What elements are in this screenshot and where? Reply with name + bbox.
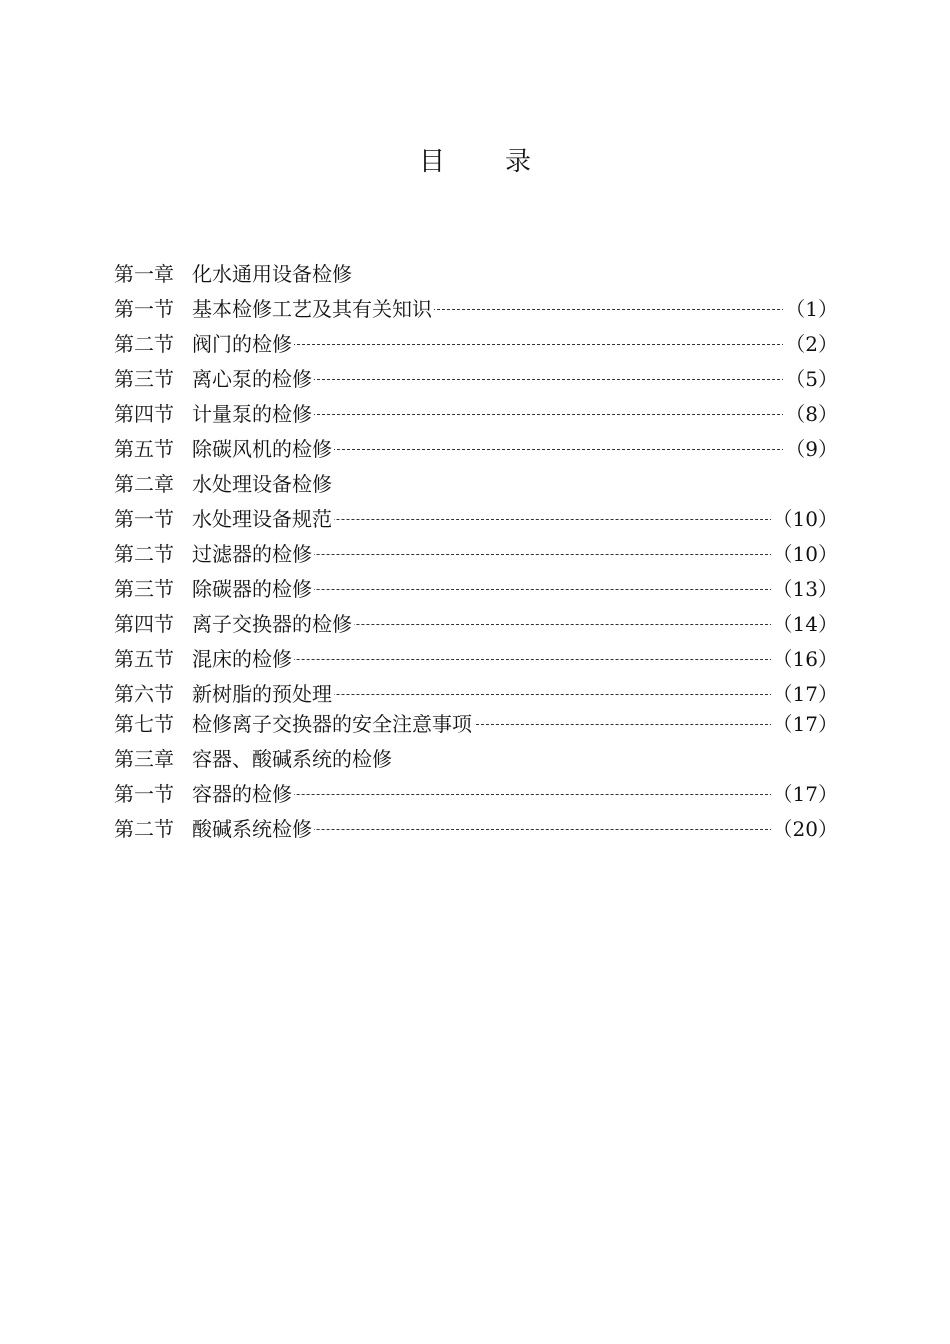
toc-title: 除碳器的检修 bbox=[192, 572, 314, 606]
toc-label: 第三节 bbox=[114, 367, 174, 391]
toc-title: 新树脂的预处理 bbox=[192, 677, 334, 711]
toc-page-number: （17） bbox=[771, 777, 838, 811]
toc-label: 第六节 bbox=[114, 682, 174, 706]
toc-page-number: （5） bbox=[783, 362, 838, 396]
toc-title: 容器的检修 bbox=[192, 777, 294, 811]
toc-section[interactable] bbox=[114, 607, 838, 641]
toc-page-number: （16） bbox=[771, 642, 838, 676]
toc-label: 第三章 bbox=[114, 747, 174, 771]
toc-page-number: （17） bbox=[771, 707, 838, 741]
toc-page-number: （14） bbox=[771, 607, 838, 641]
page-title-char: 录 bbox=[505, 147, 532, 177]
toc-title: 检修离子交换器的安全注意事项 bbox=[192, 707, 474, 741]
toc-title: 除碳风机的检修 bbox=[192, 432, 334, 466]
toc-page-number: （20） bbox=[771, 812, 838, 846]
toc-title: 混床的检修 bbox=[192, 642, 294, 676]
toc-section[interactable] bbox=[114, 707, 838, 741]
toc-section[interactable] bbox=[114, 812, 838, 846]
toc-chapter-1[interactable] bbox=[114, 257, 838, 291]
toc-page-number: （13） bbox=[771, 572, 838, 606]
toc-page-number: （2） bbox=[783, 327, 838, 361]
toc-title: 水处理设备规范 bbox=[192, 502, 334, 536]
toc-label: 第四节 bbox=[114, 612, 174, 636]
page-title-char: 目 bbox=[418, 147, 445, 177]
toc-label: 第二节 bbox=[114, 817, 174, 841]
toc-label: 第三节 bbox=[114, 577, 174, 601]
toc-page-number: （10） bbox=[771, 502, 838, 536]
toc-chapter-2[interactable] bbox=[114, 467, 838, 501]
toc-section[interactable] bbox=[114, 572, 838, 606]
toc-title: 基本检修工艺及其有关知识 bbox=[192, 292, 434, 326]
toc-title: 计量泵的检修 bbox=[192, 397, 314, 431]
toc-section[interactable] bbox=[114, 397, 838, 431]
toc-section[interactable] bbox=[114, 537, 838, 571]
toc-label: 第五节 bbox=[114, 647, 174, 671]
toc-label: 第一章 bbox=[114, 262, 174, 286]
toc-label: 第一节 bbox=[114, 507, 174, 531]
toc-section[interactable] bbox=[114, 432, 838, 466]
toc-title: 酸碱系统检修 bbox=[192, 812, 314, 846]
toc-title: 容器、酸碱系统的检修 bbox=[192, 742, 394, 776]
toc-label: 第一节 bbox=[114, 297, 174, 321]
toc-page-number: （8） bbox=[783, 397, 838, 431]
toc-label: 第七节 bbox=[114, 712, 174, 736]
toc-label: 第五节 bbox=[114, 437, 174, 461]
toc-title: 离心泵的检修 bbox=[192, 362, 314, 396]
toc-label: 第二节 bbox=[114, 542, 174, 566]
toc-title: 过滤器的检修 bbox=[192, 537, 314, 571]
toc-title: 离子交换器的检修 bbox=[192, 607, 354, 641]
toc-section[interactable] bbox=[114, 292, 838, 326]
toc-section[interactable] bbox=[114, 642, 838, 676]
toc-title: 化水通用设备检修 bbox=[192, 257, 354, 291]
toc-page-number: （1） bbox=[783, 292, 838, 326]
toc-section[interactable] bbox=[114, 777, 838, 811]
toc-section[interactable] bbox=[114, 677, 838, 711]
toc-page-number: （17） bbox=[771, 677, 838, 711]
toc-title: 阀门的检修 bbox=[192, 327, 294, 361]
toc-label: 第四节 bbox=[114, 402, 174, 426]
page-title bbox=[0, 146, 950, 178]
toc-label: 第二章 bbox=[114, 472, 174, 496]
toc-title: 水处理设备检修 bbox=[192, 467, 334, 501]
toc-section[interactable] bbox=[114, 327, 838, 361]
toc-label: 第一节 bbox=[114, 782, 174, 806]
toc-section[interactable] bbox=[114, 362, 838, 396]
toc-page-number: （10） bbox=[771, 537, 838, 571]
toc-label: 第二节 bbox=[114, 332, 174, 356]
toc-chapter-3[interactable] bbox=[114, 742, 838, 776]
toc-page-number: （9） bbox=[783, 432, 838, 466]
toc-section[interactable] bbox=[114, 502, 838, 536]
